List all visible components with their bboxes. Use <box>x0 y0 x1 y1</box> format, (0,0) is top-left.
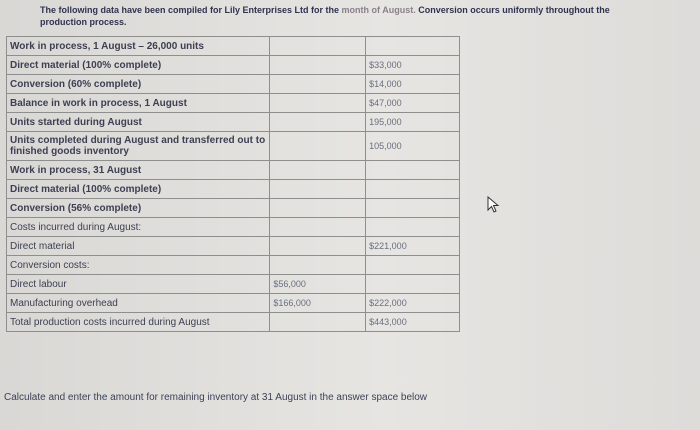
row-mid-value: $166,000 <box>270 294 366 313</box>
row-label: Conversion (60% complete) <box>7 75 270 94</box>
row-mid-value <box>270 75 366 94</box>
table-row <box>7 294 460 313</box>
intro-line2: production process. <box>40 17 127 27</box>
row-amount <box>366 256 460 275</box>
row-amount <box>366 199 460 218</box>
row-label: Direct labour <box>7 275 270 294</box>
row-mid-value <box>270 313 366 332</box>
row-mid-value <box>270 132 366 161</box>
row-mid-value <box>270 161 366 180</box>
table-row <box>7 180 460 199</box>
row-label: Costs incurred during August: <box>7 218 270 237</box>
intro-line1-tail: Conversion occurs uniformly throughout the <box>415 5 610 15</box>
table-row <box>7 218 460 237</box>
row-amount: $14,000 <box>366 75 460 94</box>
row-label: Direct material (100% complete) <box>7 56 270 75</box>
table-row <box>7 256 460 275</box>
row-mid-value <box>270 94 366 113</box>
row-label: Work in process, 1 August – 26,000 units <box>7 37 270 56</box>
row-amount <box>366 275 460 294</box>
table-row <box>7 37 460 56</box>
row-label: Direct material <box>7 237 270 256</box>
table-row <box>7 161 460 180</box>
table-row <box>7 237 460 256</box>
intro-line1-faded: month of August. <box>341 5 416 15</box>
row-amount: $221,000 <box>366 237 460 256</box>
table-row <box>7 56 460 75</box>
row-label: Balance in work in process, 1 August <box>7 94 270 113</box>
intro-line1: The following data have been compiled for Lily Enterprises Ltd for the <box>40 5 342 15</box>
row-mid-value <box>270 56 366 75</box>
table-row <box>7 94 460 113</box>
row-mid-value: $56,000 <box>270 275 366 294</box>
row-amount: 195,000 <box>366 113 460 132</box>
row-mid-value <box>270 199 366 218</box>
row-label: Conversion costs: <box>7 256 270 275</box>
row-amount: $33,000 <box>366 56 460 75</box>
row-amount <box>366 180 460 199</box>
row-mid-value <box>270 113 366 132</box>
row-label: Work in process, 31 August <box>7 161 270 180</box>
row-amount: 105,000 <box>366 132 460 161</box>
row-label: Units started during August <box>7 113 270 132</box>
row-label: Total production costs incurred during August <box>7 313 270 332</box>
row-amount: $47,000 <box>366 94 460 113</box>
row-label: Conversion (56% complete) <box>7 199 270 218</box>
table-row <box>7 132 460 161</box>
question-text: Calculate and enter the amount for remaining inventory at 31 August in the answer space below <box>4 392 428 403</box>
row-amount <box>366 218 460 237</box>
cost-data-table <box>6 36 460 332</box>
table-row <box>7 75 460 94</box>
row-amount <box>366 161 460 180</box>
row-mid-value <box>270 218 366 237</box>
table-row <box>7 313 460 332</box>
row-label: Units completed during August and transferred out to finished goods inventory <box>7 132 270 161</box>
row-amount <box>366 37 460 56</box>
row-mid-value <box>270 37 366 56</box>
row-mid-value <box>270 237 366 256</box>
row-label: Direct material (100% complete) <box>7 180 270 199</box>
table-row <box>7 275 460 294</box>
row-label: Manufacturing overhead <box>7 294 270 313</box>
row-amount: $443,000 <box>366 313 460 332</box>
row-amount: $222,000 <box>366 294 460 313</box>
table-row <box>7 113 460 132</box>
mouse-pointer-icon <box>486 196 502 214</box>
intro-text <box>40 4 690 28</box>
table-row <box>7 199 460 218</box>
row-mid-value <box>270 256 366 275</box>
row-mid-value <box>270 180 366 199</box>
